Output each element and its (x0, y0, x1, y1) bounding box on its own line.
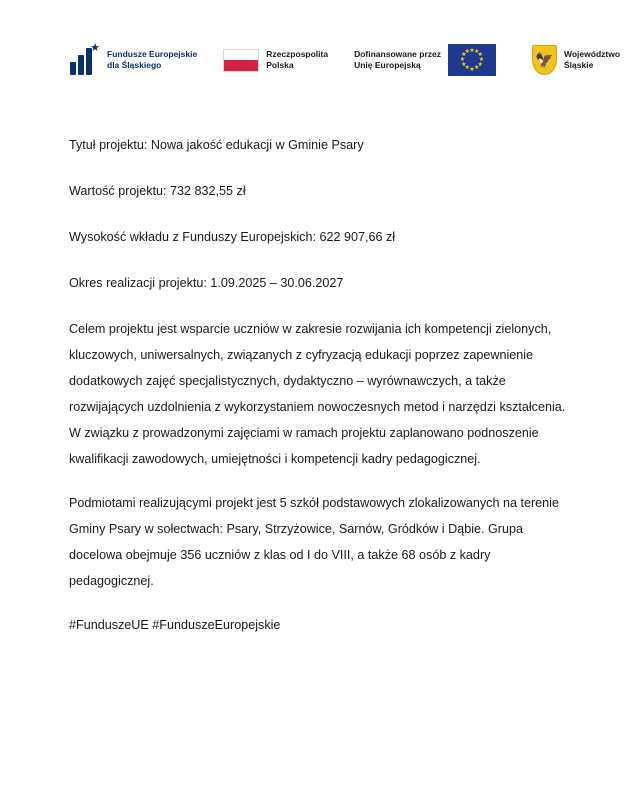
rzeczpospolita-line2: Polska (266, 60, 294, 70)
european-union-line2: Unię Europejską (354, 60, 421, 70)
eu-flag-icon (448, 44, 496, 76)
logo-strip (70, 34, 621, 86)
eu-star-icon: ★ (469, 66, 475, 73)
fundusze-europejskie-label (107, 49, 197, 71)
eu-star-icon: ★ (477, 61, 483, 68)
project-title-line: Tytuł projektu: Nowa jakość edukacji w Gminie Psary (69, 138, 364, 152)
document-body (69, 132, 577, 662)
eu-star-icon: ★ (474, 48, 480, 55)
eu-star-icon: ★ (464, 48, 470, 55)
project-value-line: Wartość projektu: 732 832,55 zł (69, 184, 246, 198)
fundusze-europejskie-mark-icon (70, 43, 100, 77)
eu-star-icon: ★ (461, 52, 467, 59)
rzeczpospolita-line1: Rzeczpospolita (266, 49, 329, 59)
fundusze-europejskie-logo (70, 43, 197, 77)
eu-star-icon: ★ (478, 57, 485, 63)
hashtags-line: #FunduszeUE #FunduszeEuropejskie (69, 618, 281, 632)
european-union-logo (354, 44, 496, 76)
eu-star-icon: ★ (469, 47, 475, 54)
wojewodztwo-line2: Śląskie (564, 60, 594, 70)
european-union-line1: Dofinansowane przez (354, 49, 441, 59)
wojewodztwo-slaskie-logo (532, 45, 620, 75)
wojewodztwo-line1: Województwo (564, 49, 621, 59)
project-entities-paragraph: Podmiotami realizującymi projekt jest 5 szkół podstawowych zlokalizowanych na terenie Gminy Psary w sołectwach: Psary, Strzyżowice, Sarnów, Gródków i Dąbie. Grupa docelowa obejmuje 356 uczniów z klas od I do VIII, a także 68 osób z kadry pedagogicznej. (69, 496, 559, 588)
eu-star-icon: ★ (464, 65, 470, 72)
eu-star-icon: ★ (474, 65, 480, 72)
eu-star-icon: ★ (461, 61, 467, 68)
wojewodztwo-label (564, 49, 620, 71)
rzeczpospolita-polska-logo (223, 49, 328, 72)
rzeczpospolita-label (266, 49, 328, 71)
project-period-line: Okres realizacji projektu: 1.09.2025 – 30.06.2027 (69, 276, 344, 290)
fundusze-europejskie-line1: Fundusze Europejskie (107, 49, 198, 59)
eu-contribution-line: Wysokość wkładu z Funduszy Europejskich: 622 907,66 zł (69, 230, 396, 244)
eu-star-icon: ★ (459, 57, 466, 63)
european-union-label (354, 49, 441, 71)
eu-star-icon: ★ (477, 52, 483, 59)
polish-flag-icon (223, 49, 259, 72)
fundusze-europejskie-line2: dla Śląskiego (107, 60, 162, 70)
project-goal-paragraph: Celem projektu jest wsparcie uczniów w zakresie rozwijania ich kompetencji zielonych, kluczowych, uniwersalnych, związanych z cyfryzacją edukacji poprzez zapewnienie dodatkowych zajęć specjalistycznych, dydaktyczno – wyrównawczych, a także rozwijających uzdolnienia z wykorzystaniem nowoczesnych metod i narzędzi kształcenia. W związku z prowadzonymi zajęciami w ramach projektu zaplanowano podnoszenie kwalifikacji zawodowych, umiejętności i kompetencji kadry pedagogicznej. (69, 322, 566, 466)
slaskie-crest-icon: 🦅 (532, 45, 557, 75)
star-icon: ★ (90, 42, 100, 54)
